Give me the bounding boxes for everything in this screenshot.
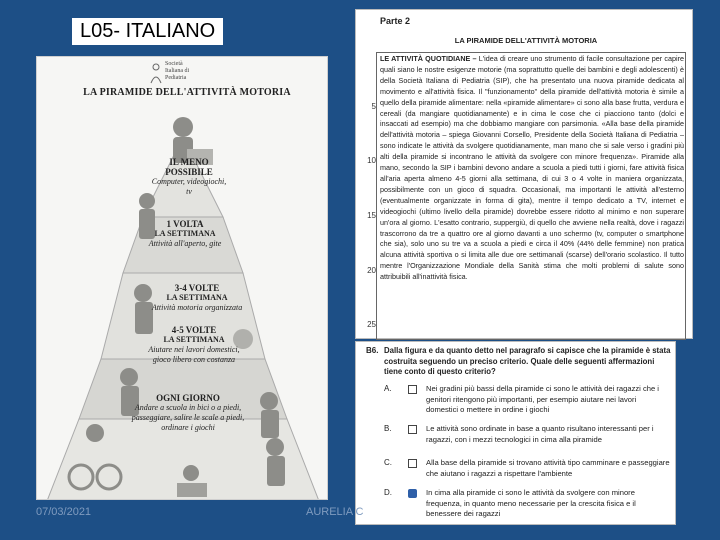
- document-page: [355, 9, 693, 339]
- option-c-text: Alla base della piramide si trovano attività tipo camminare e passeggiare che aiutano i ragazzi a rispettare l'ambiente: [426, 458, 670, 478]
- line-number-25: 25: [367, 320, 376, 329]
- level-1-sub: POSSIBILE: [165, 167, 213, 177]
- option-d-letter: D.: [384, 488, 392, 497]
- option-a[interactable]: [384, 384, 674, 418]
- option-c[interactable]: [384, 458, 674, 492]
- question-stem: Dalla figura e da quanto detto nel paragrafo si capisce che la piramide è stata costruita seguendo un preciso criterio. Quale delle seguenti affermazioni tiene conto di questo criterio?: [384, 346, 671, 376]
- level-4-desc: Aiutare nei lavori domestici, gioco libero con costanza: [148, 345, 240, 364]
- pyramid-title: LA PIRAMIDE DELL'ATTIVITÀ MOTORIA: [83, 87, 291, 98]
- option-b-text: Le attività sono ordinate in base a quanto risultano interessanti per i ragazzi, con i mezzi tecnologici in cima alla piramide: [426, 424, 654, 444]
- document-text: L'idea di creare uno strumento di facile consultazione per capire quali siano le nostre esigenze motorie (ma soprattutto quelle dei bambini e degli adolescenti) è della Società Italiana di Pediatria (SIP), che ha presentato una nuova piramide dedicata al movimento e all'attività fisica. Il "funzionamento" della piramide dell'attività motoria è simile a quello della piramide alimentare: nella «piramide alimentare» ci sono alla base frutta, verdura e cereali (da mangiare quotidianamente) e in cima le cose che ci piacciono tanto (dolci e insaccati ad esempio) ma che dobbiamo mangiare con parsimonia. «Alla base della piramide dell'attività motoria – spiega Giovanni Corsello, Presidente della Società Italiana di Pediatria – sono indicate le attività da svolgere quotidianamente, man mano che si sale verso i gradini più alti della piramide si incontrano le attività da svolgere con minore frequenza». Piramide alla mano, secondo la SIP i bambini devono andare a scuola a piedi tutti i giorni, fare attività fisica all'aria aperta almeno 4-5 giorni alla settimana, di cui 3 o 4 volte in maniera organizzata, possibilmente con un gioco di squadra. Occasionali, ma importanti le attività all'esterno (eventualmente organizzate in forma di gita), mentre il tempo dedicato a TV, internet e videogiochi (ultimo livello della piramide) dovrebbe essere ridotto al minimo e non superare un'ora al giorno. L'esatto contrario, suppergiù, di quello che avviene nella realtà, dove i ragazzi trascorrono da tre a quattro ore al giorno davanti a uno schermo (tv, computer o smartphone che sia), solo uno su tre va a scuola a piedi e circa il 40% (44% delle femmine) non pratica alcuna attività sportiva o si limita alle due ore settimanali (scarse) dell'orario scolastico. Il tutto mentre l'Organizzazione Mondiale della Sanità stima che molti problemi di salute sono attribuibili all'inattività fisica.: [380, 54, 684, 282]
- level-4-sub: LA SETTIMANA: [163, 335, 225, 344]
- option-d-text: In cima alla piramide ci sono le attività da svolgere con minore frequenza, in quanto meno necessarie per la crescita fisica e il benessere dei ragazzi: [426, 488, 636, 518]
- level-2-head: 1 VOLTA: [166, 219, 204, 229]
- document-heading: LA PIRAMIDE DELL'ATTIVITÀ MOTORIA: [454, 36, 598, 45]
- option-a-checkbox[interactable]: [408, 385, 417, 394]
- line-number-5: 5: [371, 102, 376, 111]
- question-box: [355, 341, 676, 525]
- option-c-letter: C.: [384, 458, 392, 467]
- document-body: [380, 54, 684, 283]
- option-b[interactable]: [384, 424, 674, 458]
- option-a-letter: A.: [384, 384, 392, 393]
- logo-line-1: Società: [165, 61, 183, 67]
- document-part: Parte 2: [380, 16, 411, 26]
- level-3-head: 3-4 VOLTE: [174, 283, 220, 293]
- sip-logo-icon: [149, 63, 163, 85]
- option-b-letter: B.: [384, 424, 392, 433]
- option-c-checkbox[interactable]: [408, 459, 417, 468]
- logo-line-3: Pediatria: [165, 75, 187, 81]
- level-1-desc: Computer, videogiochi, tv: [151, 177, 227, 196]
- option-b-checkbox[interactable]: [408, 425, 417, 434]
- footer-date: 07/03/2021: [36, 506, 92, 518]
- line-number-15: 15: [367, 211, 376, 220]
- level-label-1: [149, 157, 229, 197]
- level-label-4: [139, 325, 249, 365]
- level-label-3: [147, 283, 247, 313]
- level-4-head: 4-5 VOLTE: [171, 325, 217, 335]
- line-number-20: 20: [367, 266, 376, 275]
- option-d-checkbox[interactable]: [408, 489, 417, 498]
- level-3-sub: LA SETTIMANA: [166, 293, 228, 302]
- level-2-desc: Attività all'aperto, gite: [148, 239, 222, 248]
- level-label-5: [123, 393, 253, 433]
- level-5-head: OGNI GIORNO: [156, 393, 220, 403]
- document-intro-bold: LE ATTIVITÀ QUOTIDIANE –: [380, 54, 477, 63]
- line-number-10: 10: [367, 156, 376, 165]
- level-3-desc: Attività motoria organizzata: [151, 303, 243, 312]
- question-number: B6.: [366, 346, 379, 355]
- level-2-sub: LA SETTIMANA: [154, 229, 216, 238]
- sip-logo-text: [165, 61, 189, 82]
- level-label-2: [135, 219, 235, 249]
- level-5-desc: Andare a scuola in bici o a piedi, passeggiare, salire le scale a piedi, ordinare i giochi: [131, 403, 245, 432]
- level-1-head: IL MENO: [169, 157, 209, 167]
- sip-logo: [149, 61, 209, 89]
- slide-title: L05- ITALIANO: [72, 18, 223, 45]
- pyramid-illustration: [36, 56, 328, 500]
- footer-author: AURELIA C: [306, 506, 364, 518]
- option-d[interactable]: [384, 488, 674, 522]
- logo-line-2: Italiana di: [165, 68, 190, 74]
- option-a-text: Nei gradini più bassi della piramide ci sono le attività dei ragazzi che i genitori ritengono più importanti, per esempio aiutare nei lavori domestici o mettere in ordine i giochi: [426, 384, 659, 414]
